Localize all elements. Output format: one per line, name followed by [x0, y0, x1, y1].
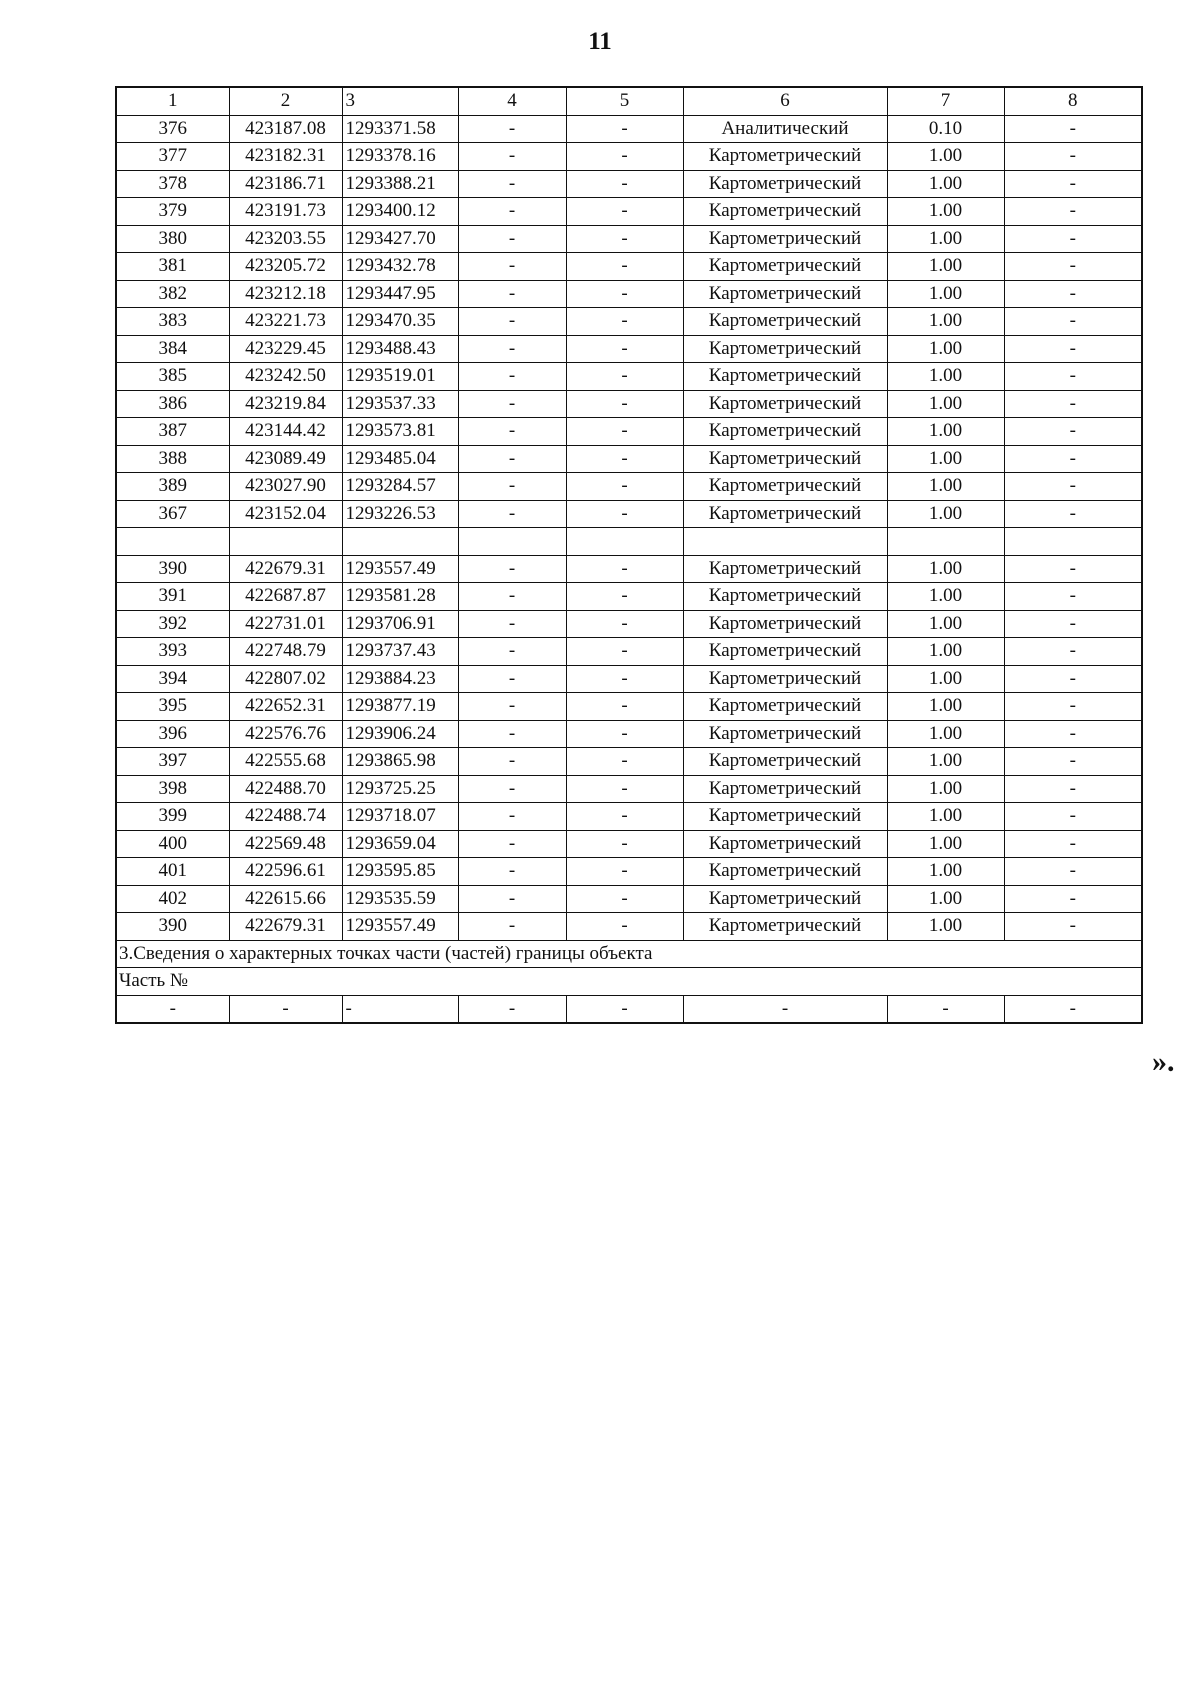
- table-cell: -: [683, 995, 887, 1023]
- table-cell: -: [566, 610, 683, 638]
- table-cell: -: [566, 583, 683, 611]
- table-cell: 422488.70: [229, 775, 342, 803]
- table-cell: Картометрический: [683, 363, 887, 391]
- table-cell: 1293470.35: [342, 308, 458, 336]
- table-cell: -: [1004, 225, 1142, 253]
- table-cell: 1293557.49: [342, 555, 458, 583]
- table-row: [116, 665, 1142, 693]
- table-cell: -: [458, 225, 566, 253]
- section-3-title-row: [116, 940, 1142, 968]
- table-cell: 422731.01: [229, 610, 342, 638]
- table-cell: -: [566, 143, 683, 171]
- table-cell: -: [1004, 280, 1142, 308]
- table-cell: [342, 528, 458, 556]
- table-cell: 1293519.01: [342, 363, 458, 391]
- table-cell: 384: [116, 335, 229, 363]
- table-cell: 1.00: [887, 858, 1004, 886]
- table-row: [116, 830, 1142, 858]
- table-cell: 377: [116, 143, 229, 171]
- table-cell: 422687.87: [229, 583, 342, 611]
- table-cell: 1293427.70: [342, 225, 458, 253]
- table-cell: -: [1004, 858, 1142, 886]
- table-cell: -: [458, 143, 566, 171]
- table-row: [116, 638, 1142, 666]
- table-cell: Картометрический: [683, 885, 887, 913]
- empty-separator-row: [116, 528, 1142, 556]
- table-cell: -: [458, 253, 566, 281]
- table-cell: 386: [116, 390, 229, 418]
- table-cell: 423186.71: [229, 170, 342, 198]
- table-cell: 422679.31: [229, 555, 342, 583]
- table-cell: Картометрический: [683, 253, 887, 281]
- table-cell: 1293557.49: [342, 913, 458, 941]
- table-cell: -: [1004, 115, 1142, 143]
- section-3-title-row-text: 3.Сведения о характерных точках части (частей) границы объекта: [116, 940, 1142, 968]
- table-cell: Картометрический: [683, 775, 887, 803]
- table-cell: Картометрический: [683, 720, 887, 748]
- table-cell: 422748.79: [229, 638, 342, 666]
- table-cell: -: [1004, 995, 1142, 1023]
- table-cell: -: [1004, 500, 1142, 528]
- table-cell: 390: [116, 555, 229, 583]
- table-row: [116, 500, 1142, 528]
- table-cell: -: [1004, 418, 1142, 446]
- table-cell: 2: [229, 87, 342, 115]
- table-cell: -: [458, 500, 566, 528]
- table-cell: -: [229, 995, 342, 1023]
- table-cell: -: [458, 555, 566, 583]
- table-cell: 1.00: [887, 830, 1004, 858]
- table-cell: Картометрический: [683, 198, 887, 226]
- table-row: [116, 225, 1142, 253]
- table-cell: -: [566, 748, 683, 776]
- table-cell: 1.00: [887, 335, 1004, 363]
- table-cell: -: [566, 638, 683, 666]
- table-cell: 7: [887, 87, 1004, 115]
- table-cell: -: [1004, 665, 1142, 693]
- table-cell: 1293865.98: [342, 748, 458, 776]
- table-cell: 8: [1004, 87, 1142, 115]
- table-row: [116, 583, 1142, 611]
- table-cell: 423221.73: [229, 308, 342, 336]
- table-row: [116, 720, 1142, 748]
- table-cell: 1.00: [887, 500, 1004, 528]
- table-cell: 1293595.85: [342, 858, 458, 886]
- table-cell: 1293906.24: [342, 720, 458, 748]
- table-cell: -: [458, 198, 566, 226]
- table-cell: 387: [116, 418, 229, 446]
- table-row: [116, 198, 1142, 226]
- table-cell: Картометрический: [683, 418, 887, 446]
- table-cell: 378: [116, 170, 229, 198]
- table-row: [116, 253, 1142, 281]
- table-cell: 393: [116, 638, 229, 666]
- table-cell: -: [566, 693, 683, 721]
- table-cell: -: [1004, 390, 1142, 418]
- table-cell: 423191.73: [229, 198, 342, 226]
- table-cell: 423219.84: [229, 390, 342, 418]
- table-header-row: [116, 87, 1142, 115]
- table-cell: Картометрический: [683, 803, 887, 831]
- table-cell: 392: [116, 610, 229, 638]
- table-cell: 1.00: [887, 418, 1004, 446]
- table-cell: [683, 528, 887, 556]
- table-cell: 1.00: [887, 555, 1004, 583]
- table-row: [116, 418, 1142, 446]
- table-cell: 422576.76: [229, 720, 342, 748]
- table-cell: 1.00: [887, 638, 1004, 666]
- table-cell: 423212.18: [229, 280, 342, 308]
- table-cell: 1293537.33: [342, 390, 458, 418]
- coordinates-table: [115, 86, 1143, 1024]
- table-cell: -: [887, 995, 1004, 1023]
- table-cell: Картометрический: [683, 170, 887, 198]
- table-cell: -: [1004, 170, 1142, 198]
- table-cell: 401: [116, 858, 229, 886]
- table-cell: 383: [116, 308, 229, 336]
- table-cell: Картометрический: [683, 748, 887, 776]
- table-row: [116, 885, 1142, 913]
- table-row: [116, 748, 1142, 776]
- table-cell: 1293447.95: [342, 280, 458, 308]
- table-cell: Картометрический: [683, 693, 887, 721]
- table-cell: 1293378.16: [342, 143, 458, 171]
- table-cell: -: [458, 720, 566, 748]
- table-cell: 1293284.57: [342, 473, 458, 501]
- table-cell: 1293388.21: [342, 170, 458, 198]
- table-cell: 1293488.43: [342, 335, 458, 363]
- table-cell: 389: [116, 473, 229, 501]
- table-row: [116, 363, 1142, 391]
- table-cell: 1293737.43: [342, 638, 458, 666]
- table-cell: 423182.31: [229, 143, 342, 171]
- table-cell: 1.00: [887, 775, 1004, 803]
- table-cell: Картометрический: [683, 913, 887, 941]
- table-cell: -: [1004, 803, 1142, 831]
- table-cell: Картометрический: [683, 610, 887, 638]
- table-cell: Картометрический: [683, 555, 887, 583]
- table-row: [116, 473, 1142, 501]
- table-row: [116, 995, 1142, 1023]
- table-cell: -: [1004, 830, 1142, 858]
- table-cell: -: [458, 858, 566, 886]
- table-cell: -: [1004, 913, 1142, 941]
- table-cell: -: [458, 803, 566, 831]
- table-cell: 422596.61: [229, 858, 342, 886]
- table-cell: -: [458, 610, 566, 638]
- table-cell: -: [458, 638, 566, 666]
- table-cell: -: [566, 665, 683, 693]
- closing-quote-mark: ».: [1152, 1045, 1175, 1078]
- table-cell: -: [458, 830, 566, 858]
- table-cell: [1004, 528, 1142, 556]
- table-cell: Картометрический: [683, 280, 887, 308]
- table-cell: 1293877.19: [342, 693, 458, 721]
- table-cell: 1293884.23: [342, 665, 458, 693]
- table-cell: 388: [116, 445, 229, 473]
- table-cell: -: [458, 390, 566, 418]
- table-cell: Картометрический: [683, 143, 887, 171]
- table-row: [116, 170, 1142, 198]
- table-row: [116, 858, 1142, 886]
- table-cell: 379: [116, 198, 229, 226]
- table-cell: [566, 528, 683, 556]
- table-row: [116, 555, 1142, 583]
- table-cell: -: [1004, 473, 1142, 501]
- table-cell: 423152.04: [229, 500, 342, 528]
- table-cell: 423203.55: [229, 225, 342, 253]
- table-cell: 402: [116, 885, 229, 913]
- table-cell: -: [566, 198, 683, 226]
- table-cell: -: [458, 170, 566, 198]
- table-cell: 423027.90: [229, 473, 342, 501]
- table-cell: 422679.31: [229, 913, 342, 941]
- table-cell: -: [566, 335, 683, 363]
- table-cell: -: [458, 418, 566, 446]
- table-cell: 1.00: [887, 473, 1004, 501]
- table-cell: 1.00: [887, 665, 1004, 693]
- table-cell: 422615.66: [229, 885, 342, 913]
- table-cell: -: [458, 913, 566, 941]
- table-cell: Картометрический: [683, 858, 887, 886]
- table-cell: 6: [683, 87, 887, 115]
- table-cell: 422807.02: [229, 665, 342, 693]
- table-cell: -: [566, 858, 683, 886]
- table-cell: -: [458, 445, 566, 473]
- table-row: [116, 335, 1142, 363]
- table-cell: 397: [116, 748, 229, 776]
- table-cell: -: [566, 115, 683, 143]
- table-cell: 422555.68: [229, 748, 342, 776]
- table-cell: Картометрический: [683, 500, 887, 528]
- table-cell: Картометрический: [683, 390, 887, 418]
- table-row: [116, 390, 1142, 418]
- table-cell: -: [566, 225, 683, 253]
- table-cell: -: [1004, 583, 1142, 611]
- table-row: [116, 610, 1142, 638]
- table-cell: 1293718.07: [342, 803, 458, 831]
- table-row: [116, 143, 1142, 171]
- table-cell: 1293725.25: [342, 775, 458, 803]
- table-cell: 400: [116, 830, 229, 858]
- table-cell: 367: [116, 500, 229, 528]
- table-cell: -: [1004, 555, 1142, 583]
- table-cell: -: [458, 583, 566, 611]
- table-cell: [116, 528, 229, 556]
- table-cell: Аналитический: [683, 115, 887, 143]
- table-cell: -: [116, 995, 229, 1023]
- table-row: [116, 280, 1142, 308]
- table-cell: 395: [116, 693, 229, 721]
- table-cell: 1.00: [887, 280, 1004, 308]
- table-cell: 1.00: [887, 253, 1004, 281]
- table-cell: [887, 528, 1004, 556]
- table-cell: 1.00: [887, 803, 1004, 831]
- table-cell: 1293432.78: [342, 253, 458, 281]
- table-cell: [458, 528, 566, 556]
- table-cell: Картометрический: [683, 583, 887, 611]
- table-cell: -: [1004, 720, 1142, 748]
- table-cell: -: [566, 995, 683, 1023]
- table-cell: 394: [116, 665, 229, 693]
- table-cell: 1.00: [887, 720, 1004, 748]
- table-cell: -: [1004, 775, 1142, 803]
- table-cell: -: [566, 390, 683, 418]
- table-cell: 423242.50: [229, 363, 342, 391]
- table-cell: -: [566, 280, 683, 308]
- table-cell: -: [458, 363, 566, 391]
- table-cell: 1.00: [887, 583, 1004, 611]
- table-cell: 1.00: [887, 610, 1004, 638]
- table-cell: 1.00: [887, 693, 1004, 721]
- table-cell: -: [566, 720, 683, 748]
- table-cell: -: [566, 445, 683, 473]
- table-row: [116, 115, 1142, 143]
- page-number: 11: [588, 28, 612, 55]
- table-cell: 5: [566, 87, 683, 115]
- table-cell: 376: [116, 115, 229, 143]
- table-cell: Картометрический: [683, 830, 887, 858]
- table-cell: -: [1004, 335, 1142, 363]
- table-cell: 1.00: [887, 225, 1004, 253]
- table-cell: 1293485.04: [342, 445, 458, 473]
- table-cell: 1293581.28: [342, 583, 458, 611]
- table-cell: -: [458, 995, 566, 1023]
- part-number-row: [116, 968, 1142, 996]
- table-cell: 399: [116, 803, 229, 831]
- table-cell: -: [566, 418, 683, 446]
- table-cell: -: [566, 363, 683, 391]
- table-cell: 1293659.04: [342, 830, 458, 858]
- part-number-row-text: Часть №: [116, 968, 1142, 996]
- table-cell: 423187.08: [229, 115, 342, 143]
- table-cell: -: [1004, 143, 1142, 171]
- table-cell: -: [458, 308, 566, 336]
- table-cell: -: [566, 555, 683, 583]
- table-cell: 1293226.53: [342, 500, 458, 528]
- table-cell: -: [1004, 308, 1142, 336]
- table-cell: -: [566, 913, 683, 941]
- table-cell: 0.10: [887, 115, 1004, 143]
- table-cell: -: [566, 170, 683, 198]
- table-cell: -: [566, 473, 683, 501]
- table-cell: 1293573.81: [342, 418, 458, 446]
- table-cell: -: [1004, 198, 1142, 226]
- table-cell: 422569.48: [229, 830, 342, 858]
- table-cell: -: [458, 665, 566, 693]
- table-cell: 385: [116, 363, 229, 391]
- table-cell: 422488.74: [229, 803, 342, 831]
- table-cell: 1.00: [887, 390, 1004, 418]
- table-cell: Картометрический: [683, 473, 887, 501]
- table-cell: 1293371.58: [342, 115, 458, 143]
- table-cell: -: [458, 748, 566, 776]
- table-cell: -: [1004, 748, 1142, 776]
- table-cell: -: [566, 885, 683, 913]
- table-row: [116, 693, 1142, 721]
- table-cell: -: [566, 253, 683, 281]
- table-cell: -: [566, 500, 683, 528]
- table-cell: Картометрический: [683, 665, 887, 693]
- table-row: [116, 803, 1142, 831]
- table-cell: -: [458, 885, 566, 913]
- table-cell: -: [458, 693, 566, 721]
- table-cell: -: [1004, 638, 1142, 666]
- table-cell: -: [1004, 610, 1142, 638]
- table-cell: 398: [116, 775, 229, 803]
- table-cell: 422652.31: [229, 693, 342, 721]
- table-cell: -: [342, 995, 458, 1023]
- table-cell: 380: [116, 225, 229, 253]
- table-row: [116, 775, 1142, 803]
- table-cell: -: [1004, 253, 1142, 281]
- table-cell: 1.00: [887, 170, 1004, 198]
- table-cell: 1.00: [887, 143, 1004, 171]
- table-cell: Картометрический: [683, 335, 887, 363]
- table-cell: 3: [342, 87, 458, 115]
- table-cell: -: [566, 308, 683, 336]
- table-cell: [229, 528, 342, 556]
- table-cell: 1293706.91: [342, 610, 458, 638]
- table-cell: 4: [458, 87, 566, 115]
- table-cell: Картометрический: [683, 225, 887, 253]
- table-cell: Картометрический: [683, 445, 887, 473]
- table-row: [116, 445, 1142, 473]
- table-cell: 381: [116, 253, 229, 281]
- table-cell: Картометрический: [683, 638, 887, 666]
- table-cell: 1293535.59: [342, 885, 458, 913]
- table-cell: 1.00: [887, 308, 1004, 336]
- table-cell: 423205.72: [229, 253, 342, 281]
- table-cell: -: [458, 115, 566, 143]
- table-cell: -: [458, 280, 566, 308]
- table-cell: 382: [116, 280, 229, 308]
- table-cell: -: [1004, 885, 1142, 913]
- table-cell: 1.00: [887, 363, 1004, 391]
- table-cell: 1.00: [887, 198, 1004, 226]
- table-cell: 423144.42: [229, 418, 342, 446]
- table-cell: 1.00: [887, 885, 1004, 913]
- table-cell: -: [566, 803, 683, 831]
- table-cell: -: [458, 473, 566, 501]
- table-cell: -: [458, 775, 566, 803]
- table-cell: -: [1004, 363, 1142, 391]
- table-cell: -: [566, 830, 683, 858]
- table-cell: 423229.45: [229, 335, 342, 363]
- table-cell: 396: [116, 720, 229, 748]
- table-cell: Картометрический: [683, 308, 887, 336]
- table-cell: -: [458, 335, 566, 363]
- table-cell: 1: [116, 87, 229, 115]
- table-cell: -: [1004, 693, 1142, 721]
- table-cell: 423089.49: [229, 445, 342, 473]
- table-row: [116, 913, 1142, 941]
- table-cell: -: [1004, 445, 1142, 473]
- table-row: [116, 308, 1142, 336]
- table-cell: 1.00: [887, 445, 1004, 473]
- table-cell: 1.00: [887, 748, 1004, 776]
- table-cell: 391: [116, 583, 229, 611]
- table-cell: 1293400.12: [342, 198, 458, 226]
- table-cell: -: [566, 775, 683, 803]
- table-cell: 390: [116, 913, 229, 941]
- table-cell: 1.00: [887, 913, 1004, 941]
